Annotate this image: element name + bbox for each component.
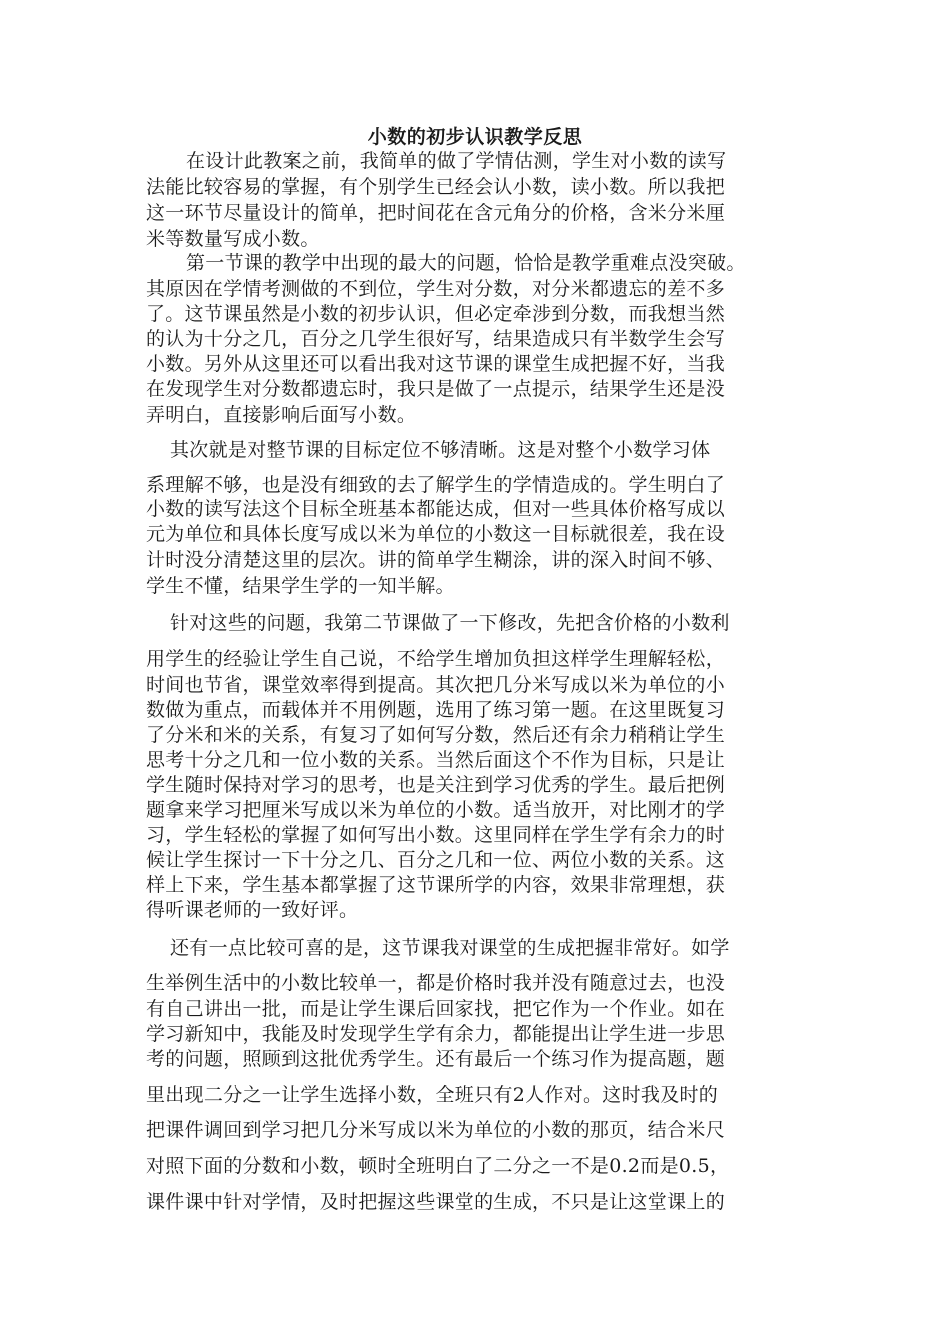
paragraph-line: 第一节课的教学中出现的最大的问题，恰恰是教学重难点没突破。 <box>186 252 746 274</box>
paragraph-line: 其次就是对整节课的目标定位不够清晰。这是对整个小数学习体 <box>170 439 711 461</box>
paragraph-line: 时间也节省，课堂效率得到提高。其次把几分米写成以米为单位的小 <box>146 674 726 696</box>
paragraph-line: 的认为十分之几，百分之几学生很好写，结果造成只有半数学生会写 <box>146 328 726 350</box>
paragraph-line: 系理解不够，也是没有细致的去了解学生的学情造成的。学生明白了 <box>146 474 726 496</box>
paragraph-line: 把课件调回到学习把几分米写成以米为单位的小数的那页，结合米尺 <box>146 1119 726 1141</box>
paragraph-line: 对照下面的分数和小数，顿时全班明白了二分之一不是0.2而是0.5， <box>146 1155 730 1177</box>
paragraph-line: 有自己讲出一批，而是让学生课后回家找，把它作为一个作业。如在 <box>146 998 726 1020</box>
paragraph-line: 题拿来学习把厘米写成以米为单位的小数。适当放开，对比刚才的学 <box>146 799 726 821</box>
paragraph-line: 候让学生探讨一下十分之几、百分之几和一位、两位小数的关系。这 <box>146 849 726 871</box>
paragraph-line: 这一环节尽量设计的简单，把时间花在含元角分的价格，含米分米厘 <box>146 202 726 224</box>
paragraph-line: 了分米和米的关系，有复习了如何写分数，然后还有余力稍稍让学生 <box>146 724 726 746</box>
paragraph-line: 了。这节课虽然是小数的初步认识，但必定牵涉到分数，而我想当然 <box>146 303 726 325</box>
paragraph-line: 其原因在学情考测做的不到位，学生对分数，对分米都遗忘的差不多 <box>146 278 726 300</box>
paragraph-line: 还有一点比较可喜的是，这节课我对课堂的生成把握非常好。如学 <box>170 937 730 959</box>
paragraph-line: 习，学生轻松的掌握了如何写出小数。这里同样在学生学有余力的时 <box>146 824 726 846</box>
paragraph-line: 计时没分清楚这里的层次。讲的简单学生糊涂，讲的深入时间不够、 <box>146 549 726 571</box>
paragraph-line: 生举例生活中的小数比较单一，都是价格时我并没有随意过去，也没 <box>146 972 726 994</box>
paragraph-line: 学生随时保持对学习的思考，也是关注到学习优秀的学生。最后把例 <box>146 774 726 796</box>
paragraph-line: 小数。另外从这里还可以看出我对这节课的课堂生成把握不好，当我 <box>146 353 726 375</box>
paragraph-line: 针对这些的问题，我第二节课做了一下修改，先把含价格的小数利 <box>170 612 730 634</box>
paragraph-line: 得听课老师的一致好评。 <box>146 899 359 921</box>
paragraph-line: 米等数量写成小数。 <box>146 228 320 250</box>
paragraph-line: 元为单位和具体长度写成以米为单位的小数这一目标就很差，我在设 <box>146 523 726 545</box>
paragraph-line: 数做为重点，而载体并不用例题，选用了练习第一题。在这里既复习 <box>146 699 726 721</box>
paragraph-line: 用学生的经验让学生自己说，不给学生增加负担这样学生理解轻松， <box>146 648 726 670</box>
paragraph-line: 弄明白，直接影响后面写小数。 <box>146 404 417 426</box>
document-title: 小数的初步认识教学反思 <box>367 126 583 148</box>
paragraph-line: 思考十分之几和一位小数的关系。当然后面这个不作为目标，只是让 <box>146 749 726 771</box>
paragraph-line: 小数的读写法这个目标全班基本都能达成，但对一些具体价格写成以 <box>146 498 726 520</box>
paragraph-line: 课件课中针对学情，及时把握这些课堂的生成，不只是让这堂课上的 <box>146 1191 726 1213</box>
paragraph-line: 考的问题，照顾到这批优秀学生。还有最后一个练习作为提高题，题 <box>146 1048 726 1070</box>
paragraph-line: 里出现二分之一让学生选择小数，全班只有2人作对。这时我及时的 <box>146 1084 719 1106</box>
paragraph-line: 在设计此教案之前，我简单的做了学情估测，学生对小数的读写 <box>186 150 727 172</box>
paragraph-line: 法能比较容易的掌握，有个别学生已经会认小数，读小数。所以我把 <box>146 176 726 198</box>
paragraph-line: 学习新知中，我能及时发现学生学有余力，都能提出让学生进一步思 <box>146 1023 726 1045</box>
paragraph-line: 在发现学生对分数都遗忘时，我只是做了一点提示，结果学生还是没 <box>146 378 726 400</box>
paragraph-line: 学生不懂，结果学生学的一知半解。 <box>146 575 455 597</box>
paragraph-line: 样上下来，学生基本都掌握了这节课所学的内容，效果非常理想，获 <box>146 874 726 896</box>
